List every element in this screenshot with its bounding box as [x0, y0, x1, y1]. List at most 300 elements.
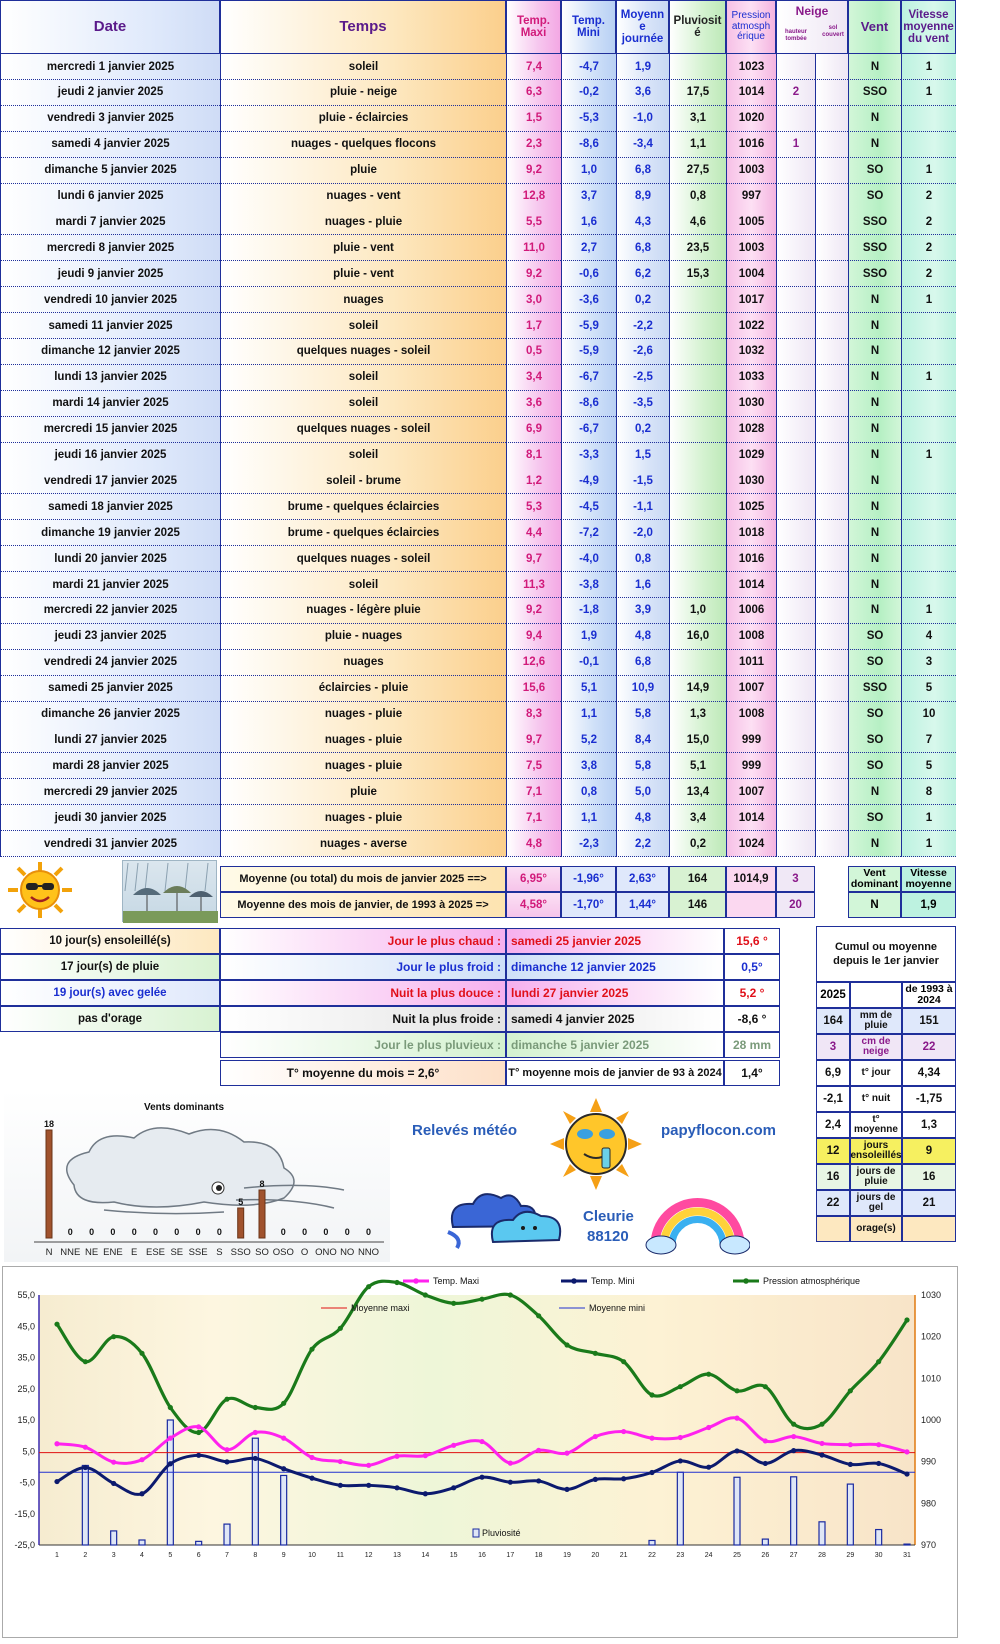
cell-pres: 1025 [726, 494, 776, 520]
wind-count-label: 0 [365, 1227, 372, 1237]
cell-date: mercredi 8 janvier 2025 [0, 235, 220, 261]
cell-temps: soleil [220, 391, 506, 417]
wind-dir-label: ONO [315, 1247, 337, 1258]
cumul-col1: 2025 [816, 982, 850, 1008]
y-right-tick: 970 [921, 1540, 937, 1550]
banner [395, 1090, 815, 1262]
cell-date: vendredi 10 janvier 2025 [0, 287, 220, 313]
x-tick: 9 [281, 1552, 286, 1559]
header-vitesse-line: du vent [908, 33, 949, 46]
cell-vit: 5 [901, 753, 956, 779]
cell-vit: 10 [901, 702, 956, 728]
cell-vent: SSO [848, 80, 901, 106]
cell-moy: 8,4 [616, 727, 669, 753]
cell-moy: 5,8 [616, 702, 669, 728]
y-left-tick: 5,0 [22, 1446, 35, 1457]
cumul-b-8 [902, 1216, 956, 1242]
cell-date: mardi 14 janvier 2025 [0, 391, 220, 417]
cell-pres: 1007 [726, 779, 776, 805]
cell-date: samedi 25 janvier 2025 [0, 676, 220, 702]
wind-count-label: 0 [89, 1227, 95, 1237]
table-row [0, 650, 1000, 676]
series-point-pres [423, 1292, 428, 1297]
cumul-label-0: mm de pluie [850, 1008, 902, 1034]
series-point-pres [139, 1351, 144, 1356]
cell-moy: 4,8 [616, 805, 669, 831]
cell-sol [815, 132, 848, 158]
y-right-tick: 1030 [921, 1290, 942, 1300]
cell-pres: 1014 [726, 572, 776, 598]
record-date-1: dimanche 12 janvier 2025 [506, 954, 724, 980]
x-tick: 20 [591, 1552, 600, 1559]
x-tick: 25 [733, 1552, 741, 1559]
cell-neige [776, 598, 815, 624]
cumul-label-6: jours de pluie [850, 1164, 902, 1190]
cell-date: mercredi 29 janvier 2025 [0, 779, 220, 805]
cell-pluv: 16,0 [669, 624, 726, 650]
cell-neige [776, 339, 815, 365]
cumul-b-7: 21 [902, 1190, 956, 1216]
cell-neige [776, 261, 815, 287]
cell-pluv [669, 468, 726, 494]
month-pluv: 164 [669, 866, 726, 892]
cell-min: -0,2 [561, 80, 616, 106]
cell-date: jeudi 30 janvier 2025 [0, 805, 220, 831]
wind-dir-label: E [131, 1247, 138, 1258]
record-value-4: 28 mm [724, 1032, 780, 1058]
cell-min: -4,9 [561, 468, 616, 494]
series-point-min [479, 1475, 484, 1480]
series-point-pres [848, 1388, 853, 1393]
cell-moy: -3,4 [616, 132, 669, 158]
stat-left-0: 10 jour(s) ensoleillé(s) [0, 928, 220, 954]
cell-temps: pluie - neige [220, 80, 506, 106]
cell-pres: 1007 [726, 676, 776, 702]
cell-vit: 4 [901, 624, 956, 650]
series-point-min [904, 1471, 909, 1476]
cell-pluv [669, 520, 726, 546]
series-point-min [338, 1483, 343, 1488]
series-point-pres [763, 1384, 768, 1389]
header-vent [848, 0, 901, 54]
legend-label-moymax: Moyenne maxi [351, 1303, 410, 1313]
cell-max: 7,1 [506, 779, 561, 805]
cell-sol [815, 598, 848, 624]
cumul-label-4: t° moyenne [850, 1112, 902, 1138]
cell-temps: pluie - vent [220, 261, 506, 287]
cell-pres: 1030 [726, 468, 776, 494]
record-label-3: Nuit la plus froide : [220, 1006, 506, 1032]
rain-bar [82, 1465, 88, 1545]
cumul-a-6: 16 [816, 1164, 850, 1190]
sun-icon [6, 860, 74, 920]
cell-min: 2,7 [561, 235, 616, 261]
cell-sol [815, 391, 848, 417]
rain-bar [649, 1540, 655, 1545]
cell-max: 1,2 [506, 468, 561, 494]
cell-max: 0,5 [506, 339, 561, 365]
table-row [0, 753, 1000, 779]
cell-max: 3,6 [506, 391, 561, 417]
cell-pluv: 23,5 [669, 235, 726, 261]
series-point-min [139, 1491, 144, 1496]
cell-temps: soleil [220, 313, 506, 339]
cell-date: mercredi 15 janvier 2025 [0, 417, 220, 443]
cell-pres: 1005 [726, 209, 776, 235]
cell-pluv: 0,2 [669, 831, 726, 857]
series-point-min [678, 1458, 683, 1463]
cell-min: 1,1 [561, 702, 616, 728]
series-point-min [536, 1478, 541, 1483]
x-tick: 22 [648, 1552, 656, 1559]
cell-temps: nuages - pluie [220, 209, 506, 235]
record-label-0: Jour le plus chaud : [220, 928, 506, 954]
x-tick: 31 [903, 1552, 911, 1559]
series-point-min [253, 1456, 258, 1461]
series-point-pres [394, 1280, 399, 1285]
cumul-a-4: 2,4 [816, 1112, 850, 1138]
series-point-min [508, 1480, 513, 1485]
cell-neige [776, 417, 815, 443]
cell-max: 15,6 [506, 676, 561, 702]
cell-pres: 1033 [726, 365, 776, 391]
header-neige-sol: sol couvert [822, 25, 844, 38]
cell-vit: 1 [901, 54, 956, 80]
cell-max: 5,3 [506, 494, 561, 520]
header-neige [776, 0, 848, 54]
cell-moy: 1,6 [616, 572, 669, 598]
cell-vent: SO [848, 702, 901, 728]
cell-vit [901, 520, 956, 546]
cell-vit: 1 [901, 831, 956, 857]
wind-count-label: 0 [323, 1227, 329, 1237]
vent-dominant: N [848, 892, 901, 918]
cell-min: -5,9 [561, 339, 616, 365]
header-temp-max-line: Temp. [516, 14, 550, 27]
cell-moy: 4,8 [616, 624, 669, 650]
cell-date: dimanche 12 janvier 2025 [0, 339, 220, 365]
cloud-pupil [216, 1185, 222, 1191]
cell-min: 1,1 [561, 805, 616, 831]
cell-vit: 2 [901, 209, 956, 235]
cumul-b-0: 151 [902, 1008, 956, 1034]
y-left-tick: 15,0 [17, 1415, 35, 1425]
cell-neige [776, 650, 815, 676]
cell-date: vendredi 3 janvier 2025 [0, 106, 220, 132]
series-point-min [763, 1461, 768, 1466]
cell-pluv: 3,1 [669, 106, 726, 132]
series-point-pres [876, 1359, 881, 1364]
wind-count-label: 0 [280, 1227, 286, 1237]
header-moyenne-line: Moyenn [620, 8, 665, 21]
series-point-max [423, 1453, 428, 1458]
cell-pres: 1016 [726, 546, 776, 572]
cell-max: 2,3 [506, 132, 561, 158]
cell-max: 7,4 [506, 54, 561, 80]
wind-dir-label: NNE [60, 1247, 81, 1258]
cell-min: -2,3 [561, 831, 616, 857]
cell-temps: pluie - éclaircies [220, 106, 506, 132]
series-point-max [451, 1443, 456, 1448]
x-tick: 21 [619, 1552, 628, 1559]
header-temp-max-line: Maxi [520, 27, 547, 39]
table-row [0, 831, 1000, 857]
cell-date: vendredi 17 janvier 2025 [0, 468, 220, 494]
header-vitesse-line: Vitesse [908, 8, 949, 21]
record-date-2: lundi 27 janvier 2025 [506, 980, 724, 1006]
series-point-max [621, 1429, 626, 1434]
cell-pluv: 1,0 [669, 598, 726, 624]
cell-sol [815, 727, 848, 753]
series-point-min [451, 1485, 456, 1490]
header-pression [726, 0, 776, 54]
cell-max: 7,1 [506, 805, 561, 831]
cell-sol [815, 184, 848, 210]
cumul-label-2: t° jour [850, 1060, 902, 1086]
cell-vent: SO [848, 727, 901, 753]
wind-chart [4, 1090, 390, 1262]
series-point-min [593, 1477, 598, 1482]
cell-vent: N [848, 417, 901, 443]
rainbow-icon [645, 1185, 750, 1255]
tmoy-hist-value: 1,4° [724, 1060, 780, 1086]
cell-neige [776, 184, 815, 210]
month-summary-label: Moyenne (ou total) du mois de janvier 2025 ==> [220, 866, 506, 892]
cell-temps: éclaircies - pluie [220, 676, 506, 702]
cell-moy: -2,0 [616, 520, 669, 546]
cell-vent: N [848, 443, 901, 469]
cell-vent: SO [848, 650, 901, 676]
cell-moy: 1,5 [616, 443, 669, 469]
header-temps [220, 0, 506, 54]
rain-bar [819, 1522, 825, 1545]
series-point-min [54, 1479, 59, 1484]
cell-vent: N [848, 779, 901, 805]
cell-moy: -2,6 [616, 339, 669, 365]
series-point-min [791, 1448, 796, 1453]
x-tick: 4 [140, 1552, 144, 1559]
series-point-pres [224, 1397, 229, 1402]
cell-moy: 1,9 [616, 54, 669, 80]
cell-min: -7,2 [561, 520, 616, 546]
cell-date: jeudi 9 janvier 2025 [0, 261, 220, 287]
rain-bar [791, 1477, 797, 1545]
cumul-a-5: 12 [816, 1138, 850, 1164]
cell-sol [815, 805, 848, 831]
cell-vent: SO [848, 753, 901, 779]
x-tick: 5 [168, 1552, 173, 1559]
cell-vent: SO [848, 624, 901, 650]
cell-date: mardi 21 janvier 2025 [0, 572, 220, 598]
cell-pres: 997 [726, 184, 776, 210]
series-point-min [734, 1448, 739, 1453]
cell-pres: 1029 [726, 443, 776, 469]
series-point-max [479, 1439, 484, 1444]
cell-pluv: 5,1 [669, 753, 726, 779]
cell-temps: quelques nuages - soleil [220, 339, 506, 365]
table-row [0, 779, 1000, 805]
cell-pluv [669, 287, 726, 313]
y-right-tick: 1020 [921, 1331, 942, 1342]
header-vitesse-line: moyenne [903, 20, 954, 33]
cell-max: 9,2 [506, 261, 561, 287]
cell-moy: -1,5 [616, 468, 669, 494]
cell-sol [815, 235, 848, 261]
table-row [0, 261, 1000, 287]
cell-date: dimanche 26 janvier 2025 [0, 702, 220, 728]
cell-pres: 1003 [726, 235, 776, 261]
cell-moy: 0,8 [616, 546, 669, 572]
cell-date: samedi 4 janvier 2025 [0, 132, 220, 158]
cell-temps: nuages - vent [220, 184, 506, 210]
x-tick: 27 [789, 1552, 798, 1559]
cell-max: 11,3 [506, 572, 561, 598]
cell-min: 5,1 [561, 676, 616, 702]
series-point-max [564, 1451, 569, 1456]
y-right-tick: 980 [921, 1498, 937, 1509]
cell-max: 9,4 [506, 624, 561, 650]
cell-temps: nuages - quelques flocons [220, 132, 506, 158]
cell-pluv: 15,0 [669, 727, 726, 753]
cell-max: 3,4 [506, 365, 561, 391]
cell-date: dimanche 5 janvier 2025 [0, 158, 220, 184]
cell-pluv: 4,6 [669, 209, 726, 235]
series-point-pres [536, 1313, 541, 1318]
cell-temps: soleil [220, 54, 506, 80]
month-neige: 3 [776, 866, 815, 892]
cell-vent: N [848, 494, 901, 520]
cell-temps: brume - quelques éclaircies [220, 494, 506, 520]
cell-sol [815, 339, 848, 365]
table-row [0, 805, 1000, 831]
cell-max: 9,2 [506, 158, 561, 184]
cell-max: 12,8 [506, 184, 561, 210]
x-tick: 28 [818, 1552, 826, 1559]
cell-pluv [669, 650, 726, 676]
wind-bar-SO [259, 1190, 265, 1238]
wind-dir-label: NNO [357, 1247, 380, 1258]
cell-temps: soleil - brume [220, 468, 506, 494]
legend-swatch-pluv [473, 1529, 479, 1537]
cell-min: -6,7 [561, 417, 616, 443]
banner-site: papyflocon.com [661, 1122, 777, 1139]
x-tick: 15 [449, 1552, 458, 1559]
wind-count-label: 0 [195, 1227, 201, 1237]
cell-vit [901, 313, 956, 339]
cumul-a-1: 3 [816, 1034, 850, 1060]
cell-vent: N [848, 132, 901, 158]
cell-pluv [669, 339, 726, 365]
cell-max: 6,3 [506, 80, 561, 106]
series-point-max [83, 1445, 88, 1450]
cumul-col2: de 1993 à 2024 [902, 982, 956, 1008]
cell-pres: 1008 [726, 702, 776, 728]
hist-pres [726, 892, 776, 918]
x-tick: 11 [336, 1552, 344, 1559]
cell-min: -4,5 [561, 494, 616, 520]
wind-dir-label: ESE [145, 1247, 166, 1258]
y-left-tick: -5,0 [19, 1477, 35, 1488]
series-point-pres [54, 1322, 59, 1327]
cell-vent: SO [848, 805, 901, 831]
x-tick: 13 [393, 1552, 401, 1559]
cell-min: -1,8 [561, 598, 616, 624]
banner-town: Cleurie [583, 1208, 634, 1225]
y-left-tick: -25,0 [14, 1540, 35, 1550]
header-date-text: Date [93, 18, 127, 36]
series-point-max [508, 1461, 513, 1466]
series-point-max [649, 1436, 654, 1441]
x-tick: 29 [846, 1552, 855, 1559]
cell-vent: SO [848, 184, 901, 210]
cell-pluv [669, 391, 726, 417]
cell-vent: N [848, 339, 901, 365]
cell-pres: 1030 [726, 391, 776, 417]
cell-pres: 1024 [726, 831, 776, 857]
cell-vit [901, 546, 956, 572]
legend-label-min: Temp. Mini [591, 1276, 635, 1286]
series-point-pres [819, 1422, 824, 1427]
series-point-max [394, 1454, 399, 1459]
series-point-pres [904, 1317, 909, 1322]
cell-neige [776, 391, 815, 417]
cell-vent: N [848, 831, 901, 857]
record-value-1: 0,5° [724, 954, 780, 980]
series-point-pres [479, 1297, 484, 1302]
cell-neige [776, 702, 815, 728]
cell-pluv: 1,3 [669, 702, 726, 728]
cell-pres: 1003 [726, 158, 776, 184]
cumul-a-2: 6,9 [816, 1060, 850, 1086]
series-point-min [168, 1461, 173, 1466]
cell-temps: nuages [220, 287, 506, 313]
cell-moy: 5,8 [616, 753, 669, 779]
tmoy-label: T° moyenne du mois = 2,6° [220, 1060, 506, 1086]
hist-neige: 20 [776, 892, 815, 918]
cell-max: 4,4 [506, 520, 561, 546]
cell-min: 1,6 [561, 209, 616, 235]
stat-left-1: 17 jour(s) de pluie [0, 954, 220, 980]
header-temp-min [561, 0, 616, 54]
series-point-max [54, 1441, 59, 1446]
rain-bar [111, 1531, 117, 1545]
cell-vit: 2 [901, 184, 956, 210]
x-tick: 19 [563, 1552, 571, 1559]
header-neige-tombee: hauteur tombée [784, 29, 807, 42]
cell-sol [815, 546, 848, 572]
series-point-pres [649, 1392, 654, 1397]
series-point-pres [593, 1351, 598, 1356]
cell-sol [815, 261, 848, 287]
y-left-tick: 25,0 [17, 1383, 35, 1394]
cell-pluv [669, 365, 726, 391]
series-point-max [139, 1457, 144, 1462]
cell-pres: 999 [726, 727, 776, 753]
series-point-min [848, 1462, 853, 1467]
cell-moy: 2,2 [616, 831, 669, 857]
header-temp-min-line: Mini [577, 27, 600, 39]
table-row [0, 443, 1000, 469]
cell-pluv [669, 494, 726, 520]
hist-summary-label: Moyenne des mois de janvier, de 1993 à 2025 => [220, 892, 506, 918]
legend-label-max: Temp. Maxi [433, 1276, 480, 1286]
cell-date: mardi 28 janvier 2025 [0, 753, 220, 779]
cell-moy: -3,5 [616, 391, 669, 417]
table-row [0, 209, 1000, 235]
banner-postcode: 88120 [587, 1228, 629, 1245]
cumul-label-1: cm de neige [850, 1034, 902, 1060]
legend-marker-pres [743, 1278, 749, 1284]
